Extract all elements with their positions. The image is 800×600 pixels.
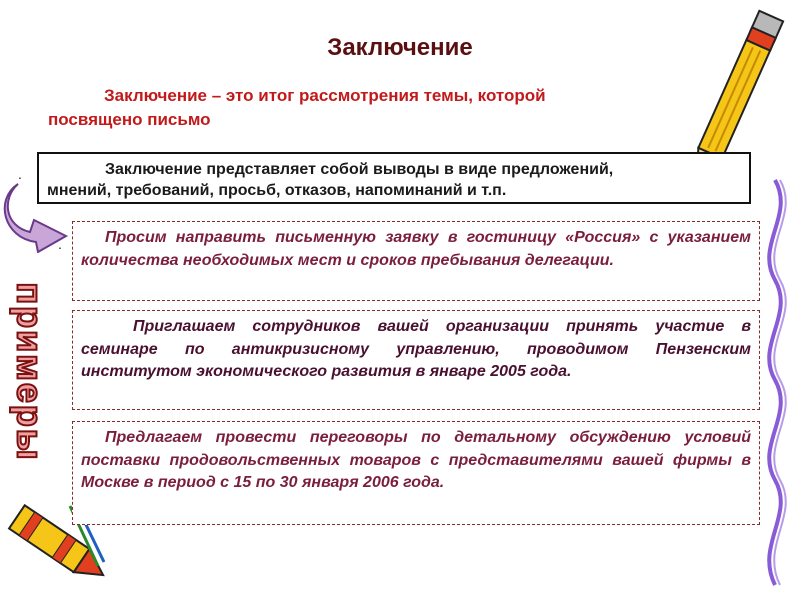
example-box-3 [72, 421, 760, 525]
example-text-2: Приглашаем сотрудников вашей организации принять участие в семинаре по антикризисному управлению, проводимом Пензенским институтом экономического развития в январе 2005 года. [81, 318, 751, 380]
intro-line-1: Заключение – это итог рассмотрения темы, которой [104, 86, 546, 105]
bullet-dot: . [58, 236, 62, 252]
example-box-1 [72, 221, 760, 301]
example-text-1: Просим направить письменную заявку в гостиницу «Россия» с указанием количества необходимых мест и сроков пребывания делегации. [81, 229, 751, 269]
definition-box [37, 152, 751, 204]
page-title: Заключение [327, 34, 473, 61]
side-label-examples [6, 282, 54, 462]
side-label-text: примеры [10, 282, 52, 462]
bullet-dot: . [18, 166, 22, 182]
definition-line-1: Заключение представляет собой выводы в виде предложений, [105, 161, 614, 178]
example-box-2 [72, 310, 760, 410]
intro-text [48, 84, 698, 132]
example-text-3: Предлагаем провести переговоры по детальному обсуждению условий поставки продовольственных товаров с представителями вашей фирмы в Москве в период с 15 по 30 января 2006 года. [81, 429, 751, 491]
intro-line-2: посвящено письмо [48, 110, 211, 129]
definition-line-2: мнений, требований, просьб, отказов, напоминаний и т.п. [47, 182, 507, 199]
